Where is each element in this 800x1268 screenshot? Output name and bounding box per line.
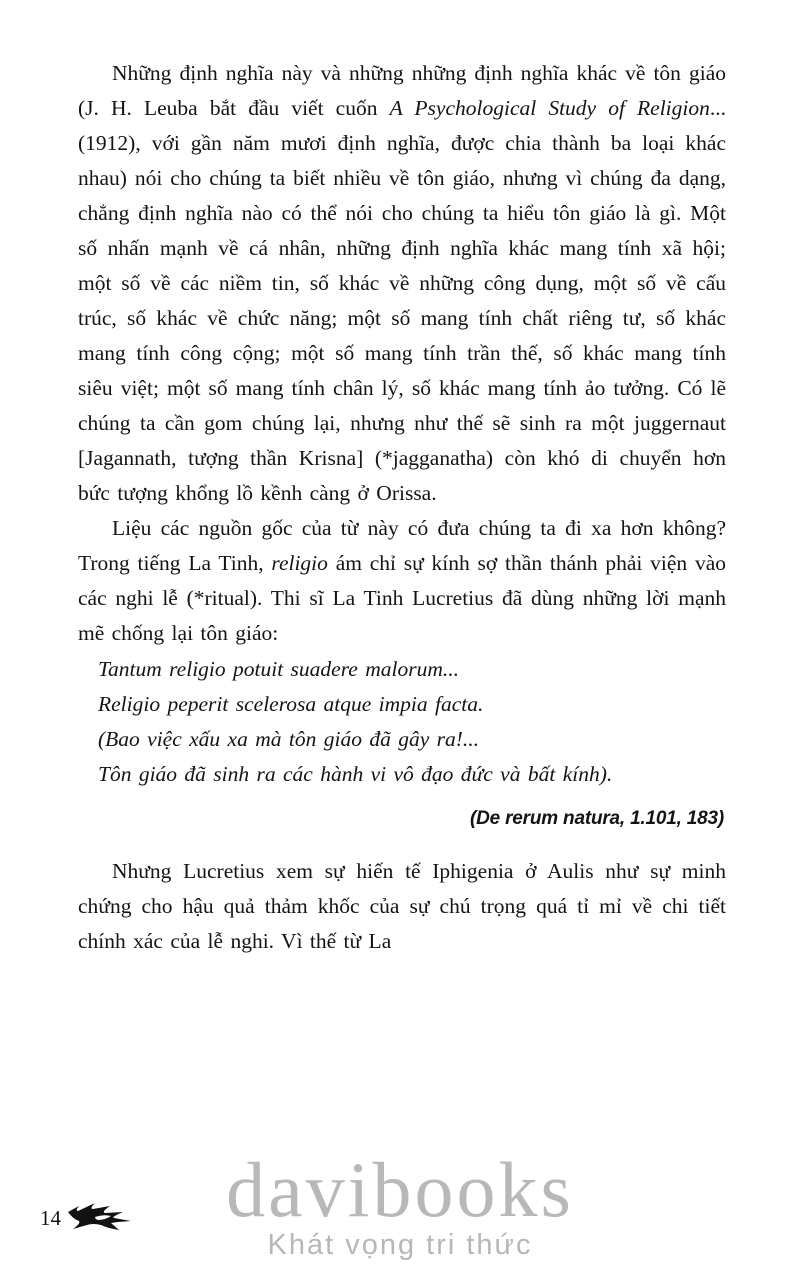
watermark-title: davibooks (226, 1146, 574, 1233)
paragraph-text: Những định nghĩa này và những những định nghĩa khác về tôn giáo (J. H. Leuba bắt đầu viết cuốn (78, 61, 726, 120)
paragraph-etymology (78, 511, 726, 651)
quote-line-translation: (Bao việc xấu xa mà tôn giáo đã gây ra!... (98, 727, 480, 751)
watermark-subtitle: Khát vọng tri thức (267, 1229, 533, 1261)
paragraph-text: Liệu các nguồn gốc của từ này có đưa chúng ta đi xa hơn không? Trong tiếng La Tinh, (78, 516, 726, 575)
paragraph-text: ... (1912), với gần năm mươi định nghĩa, được chia thành ba loại khác nhau) nói cho chúng ta biết nhiều về tôn giáo, nhưng vì chúng đa dạng, chẳng định nghĩa nào có thể nói cho chúng ta hiểu tôn giáo là gì. Một số nhấn mạnh về cá nhân, những định nghĩa khác mang tính xã hội; một số về các niềm tin, số khác về những công dụng, một số về cấu trúc, số khác về chức năng; một số mang tính chất riêng tư, số khác mang tính công cộng; một số mang tính trần thế, số khác mang tính siêu việt; một số mang tính chân lý, số khác mang tính ảo tưởng. Có lẽ chúng ta cần gom chúng lại, nhưng như thế sẽ sinh ra một juggernaut [Jagannath, tượng thần Krisna] (*jagganatha) còn khó di chuyển hơn bức tượng khổng lồ kềnh càng ở Orissa. (78, 96, 726, 505)
latin-quote-block (98, 652, 726, 792)
page-number: 14 (40, 1206, 61, 1230)
latin-term-italic: religio (271, 551, 328, 575)
quote-line: Tantum religio potuit suadere malorum... (98, 657, 459, 681)
paragraph-definitions (78, 56, 726, 511)
bird-logo-icon (65, 1197, 139, 1240)
source-citation: (De rerum natura, 1.101, 183) (470, 808, 724, 829)
page-footer (40, 1197, 139, 1240)
paragraph-text: ám chỉ sự kính sợ thần thánh phải viện vào các nghi lễ (*ritual). Thi sĩ La Tinh Lucretius đã dùng những lời mạnh mẽ chống lại tôn giáo: (78, 551, 726, 645)
paragraph-lucretius: Nhưng Lucretius xem sự hiến tế Iphigenia ở Aulis như sự minh chứng cho hậu quả thảm khốc của sự chú trọng quá tỉ mỉ về chi tiết chính xác của lễ nghi. Vì thế từ La (78, 859, 726, 953)
quote-line-translation: Tôn giáo đã sinh ra các hành vi vô đạo đức và bất kính). (98, 762, 613, 786)
book-title-italic: A Psychological Study of Religion (389, 96, 710, 120)
quote-line: Religio peperit scelerosa atque impia facta. (98, 692, 484, 716)
